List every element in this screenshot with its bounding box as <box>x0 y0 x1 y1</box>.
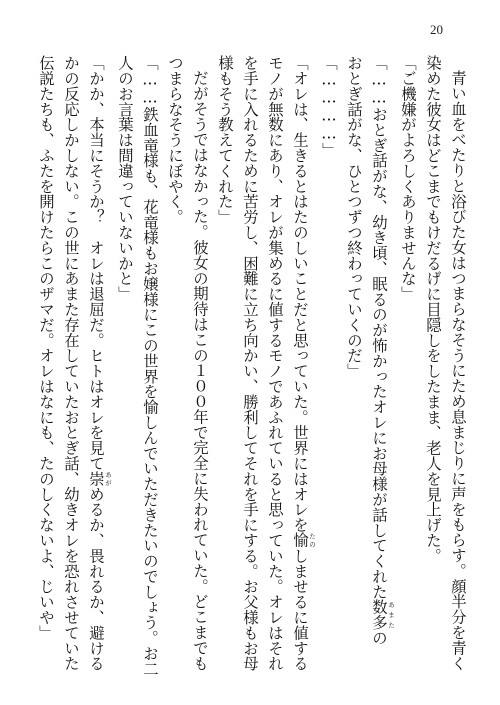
ruby-reading: たの <box>308 532 316 548</box>
text-line: だがそうではなかった。彼女の期待はこの１００年で完全に失われていた。どこまでも <box>191 70 209 671</box>
ruby-reading: あが <box>104 470 112 487</box>
text-line: おとぎ話がな、ひとつずつ終わっていくのだ」 <box>345 55 363 379</box>
ruby-annotation: 愉 たの <box>291 532 316 548</box>
text-line: 青い血をべたりと浴びた女はつまらなそうにため息まじりに声をもらす。顔半分を青く <box>449 70 467 671</box>
text-line: 「オレは、生きるとはたのしいことだと思っていた。世界にはオレを愉 たのしませるに値する <box>291 55 316 672</box>
vertical-text-body <box>33 55 470 677</box>
text-line: つまらなそうにぼやく。 <box>166 55 184 225</box>
text-line: かの反応しかしない。この世にあまた存在していたおとぎ話、幼きオレを恐れさせていた <box>62 55 80 671</box>
text-line: 染めた彼女はどこまでもけだるげに目隠しをしたまま、老人を見上げた。 <box>424 55 442 564</box>
text-line: 「ご機嫌がよろしくありませんな」 <box>399 55 417 302</box>
text-line: 「……おとぎ話がな、幼き頃、眠るのが怖かったオレにお母様が話してくれた数多 あまたの <box>370 55 395 646</box>
ruby-annotation: 崇 あが <box>87 470 112 487</box>
text-line: を手に入れるために苦労し、困難に立ち向かい、勝利してそれを手にする。お父様もお母 <box>241 55 259 671</box>
text-line: 伝説たちも、ふたを開けたらこのザマだ。オレはなにも、たのしくないよ、じいや」 <box>37 55 55 641</box>
page-number: 20 <box>430 22 443 37</box>
ruby-annotation: 数多 あまた <box>370 599 395 631</box>
text-line: 「かか、本当にそうか？ オレは退屈だ。ヒトはオレを見て崇 あがめるか、畏れるか、避ける <box>87 55 112 672</box>
text-line: 「…………」 <box>320 55 338 158</box>
text-line: 「……鉄血竜様も、花竜様もお嬢様にこの世界を愉しんでいただきたいのでしょう。お二 <box>141 55 159 677</box>
ruby-reading: あまた <box>387 599 395 630</box>
text-line: モノが無数にあり、オレが集めるに値するモノであふれていると思っていた。オレはそれ <box>266 55 284 671</box>
text-line: 人のお言葉は間違っていないかと」 <box>116 55 134 302</box>
text-line: 様もそう教えてくれた」 <box>216 55 234 225</box>
